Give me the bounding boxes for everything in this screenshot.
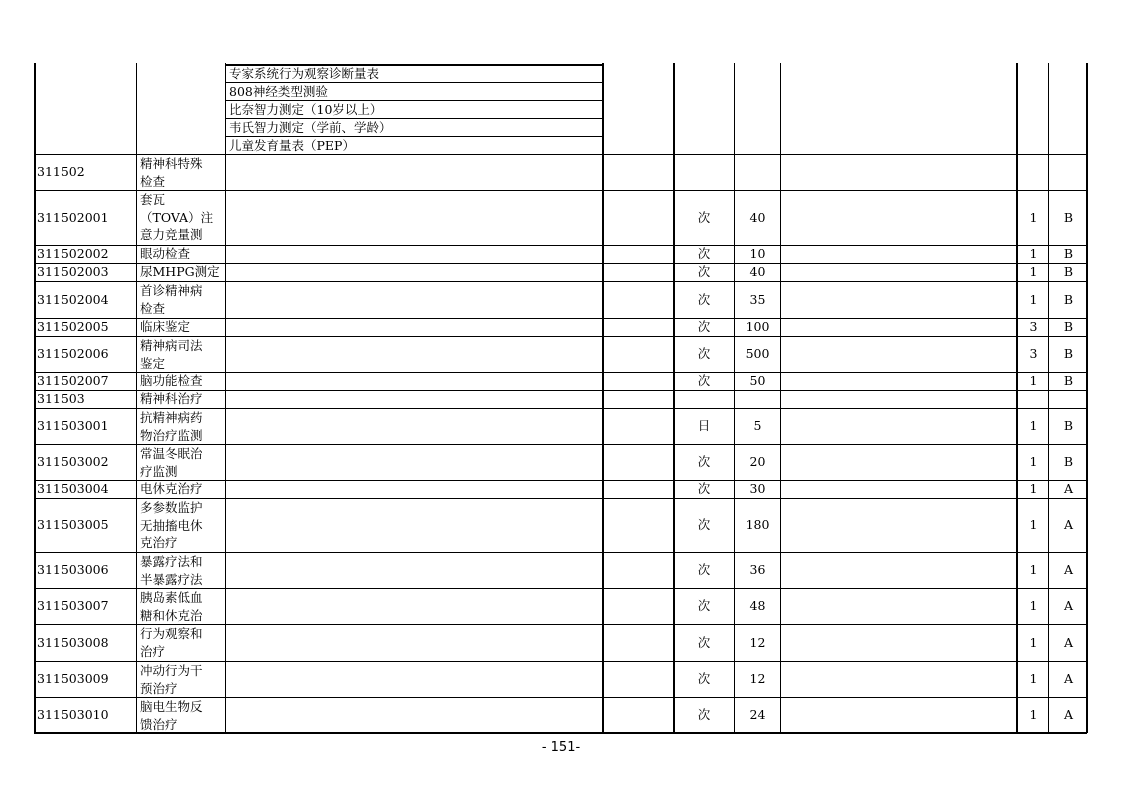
row-price: 500 [745,346,770,362]
row-unit: 次 [697,454,711,470]
row-code: 311502004 [37,291,109,307]
row-code: 311502007 [37,373,109,388]
row-grade: B [1063,319,1074,334]
row-code: 311503005 [37,517,109,533]
row-price: 12 [749,671,766,687]
row-count: 1 [1029,373,1038,388]
row-name: 抗精神病药 物治疗监测 [140,410,203,443]
row-grade: A [1063,671,1074,687]
row-unit: 次 [697,246,711,261]
row-count: 1 [1029,562,1038,578]
row-count: 3 [1029,346,1038,362]
subitem-text: 808神经类型测验 [229,84,328,99]
row-code: 311502001 [37,209,109,225]
row-grade: A [1063,517,1074,533]
row-code: 311503002 [37,454,109,470]
column-divider [225,63,226,733]
row-unit: 次 [697,319,711,334]
row-price: 180 [745,517,770,533]
row-name: 胰岛素低血 糖和休克治 [140,590,203,623]
row-grade: A [1063,706,1074,722]
row-unit: 次 [697,209,711,225]
row-grade: A [1063,562,1074,578]
row-count: 3 [1029,319,1038,334]
row-grade: B [1063,373,1074,388]
column-divider [780,63,781,733]
row-unit: 次 [697,671,711,687]
row-price: 5 [753,418,762,434]
row-code: 311503010 [37,706,109,722]
row-price: 35 [749,291,766,307]
subitem-text: 儿童发育量表（PEP） [229,138,355,153]
row-unit: 次 [697,291,711,307]
row-grade: A [1063,634,1074,650]
row-unit: 次 [697,264,711,279]
row-count: 1 [1029,454,1038,470]
row-grade: A [1063,481,1074,496]
row-count: 1 [1029,598,1038,614]
row-name: 冲动行为干 预治疗 [140,663,203,696]
row-count: 1 [1029,209,1038,225]
row-price: 30 [749,481,766,496]
row-name: 暴露疗法和 半暴露疗法 [140,554,203,587]
column-divider [136,63,137,733]
row-name: 眼动检查 [140,246,191,261]
row-name: 脑功能检查 [140,373,203,388]
row-count: 1 [1029,481,1038,496]
row-unit: 次 [697,346,711,362]
row-code: 311503001 [37,418,109,434]
row-name: 精神科特殊 检查 [140,156,203,189]
row-name: 电休克治疗 [140,481,203,496]
subitem-text: 专家系统行为观察诊断量表 [229,66,380,81]
row-count: 1 [1029,418,1038,434]
row-unit: 次 [697,562,711,578]
row-price: 48 [749,598,766,614]
row-grade: B [1063,264,1074,279]
row-price: 40 [749,264,766,279]
row-count: 1 [1029,246,1038,261]
row-unit: 日 [697,418,711,434]
row-grade: A [1063,598,1074,614]
row-count: 1 [1029,706,1038,722]
row-name: 精神科治疗 [140,391,203,406]
row-code: 311502 [37,164,85,180]
page-number: - 151- [541,740,581,755]
row-count: 1 [1029,291,1038,307]
row-code: 311503004 [37,481,109,496]
row-unit: 次 [697,517,711,533]
row-name: 脑电生物反 馈治疗 [140,699,203,732]
subitem-text: 韦氏智力测定（学前、学龄） [229,120,392,135]
row-code: 311502006 [37,346,109,362]
row-grade: B [1063,291,1074,307]
table-border-left [34,63,36,733]
row-code: 311503 [37,391,85,406]
row-price: 36 [749,562,766,578]
row-unit: 次 [697,481,711,496]
row-name: 常温冬眠治 疗监测 [140,446,203,479]
row-code: 311503009 [37,671,109,687]
row-code: 311503006 [37,562,109,578]
row-name: 尿MHPG测定 [140,264,220,279]
row-name: 首诊精神病 检查 [140,283,203,316]
row-count: 1 [1029,264,1038,279]
row-name: 临床鉴定 [140,319,191,334]
row-price: 24 [749,706,766,722]
row-grade: B [1063,454,1074,470]
row-code: 311503008 [37,634,109,650]
row-grade: B [1063,346,1074,362]
row-price: 10 [749,246,766,261]
row-name: 行为观察和 治疗 [140,626,203,659]
row-grade: B [1063,209,1074,225]
row-price: 40 [749,209,766,225]
row-grade: B [1063,418,1074,434]
row-name: 精神病司法 鉴定 [140,338,203,371]
row-unit: 次 [697,634,711,650]
row-price: 20 [749,454,766,470]
row-name: 套瓦 （TOVA）注 意力竞量测 [140,192,214,242]
row-count: 1 [1029,634,1038,650]
row-name: 多参数监护 无抽搐电休 克治疗 [140,500,203,550]
row-code: 311502005 [37,319,109,334]
subitem-text: 比奈智力测定（10岁以上） [229,102,383,117]
row-unit: 次 [697,706,711,722]
row-unit: 次 [697,598,711,614]
row-price: 12 [749,634,766,650]
column-divider [602,63,604,733]
row-price: 50 [749,373,766,388]
row-price: 100 [745,319,770,334]
row-count: 1 [1029,517,1038,533]
row-code: 311502002 [37,246,109,261]
row-count: 1 [1029,671,1038,687]
row-unit: 次 [697,373,711,388]
row-code: 311502003 [37,264,109,279]
row-code: 311503007 [37,598,109,614]
row-grade: B [1063,246,1074,261]
